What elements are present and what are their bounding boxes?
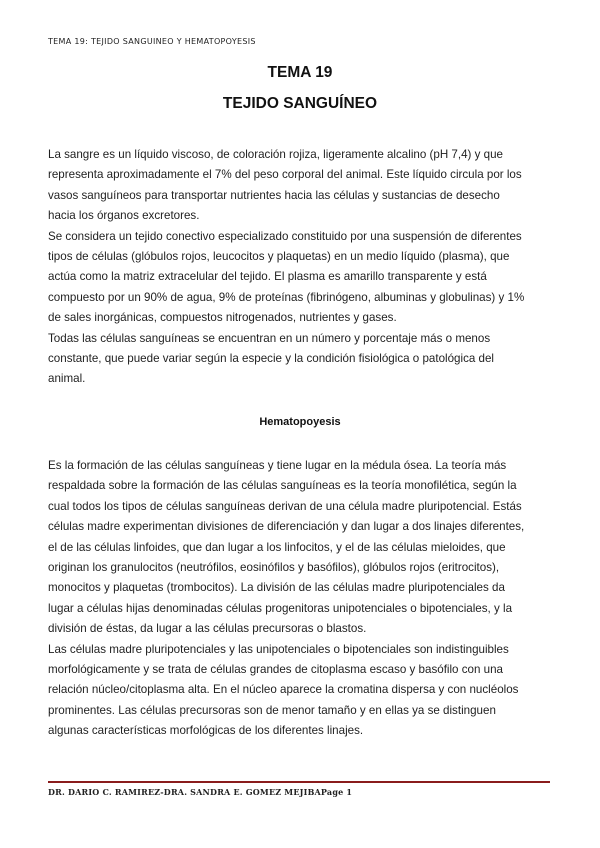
text-line: actúa como la matriz extracelular del tejido. El plasma es amarillo transparente y está (48, 270, 487, 284)
text-line: respaldada sobre la formación de las células sanguíneas es la teoría monofilética, según la (48, 479, 517, 493)
running-header: TEMA 19: TEJIDO SANGUINEO Y HEMATOPOYESIS (48, 37, 256, 46)
text-line: morfológicamente y se trata de células grandes de citoplasma escaso y basófilo con una (48, 663, 503, 677)
text-line: tipos de células (glóbulos rojos, leucocitos y plaquetas) en un medio líquido (plasma), que (48, 250, 510, 264)
page-subtitle: TEJIDO SANGUÍNEO (222, 95, 378, 112)
text-line: Las células madre pluripotenciales y las unipotenciales o bipotenciales son indistinguibles (48, 642, 509, 656)
text-line: vasos sanguíneos para transportar nutrientes hacia las células y sustancias de desecho (48, 188, 500, 202)
intro-paragraphs (48, 145, 558, 390)
text-line: cual todos los tipos de células sanguíneas derivan de una célula madre pluripotencial. Estás (48, 499, 522, 513)
text-line: el de las células linfoides, que dan lugar a los linfocitos, y el de las células mieloides, que (48, 540, 506, 554)
hematopoyesis-paragraphs (48, 456, 558, 742)
text-line: células madre experimentan divisiones de diferenciación y dan lugar a dos linajes diferentes, (48, 520, 525, 534)
text-line: Todas las células sanguíneas se encuentran en un número y porcentaje más o menos (48, 331, 491, 345)
footer-divider (48, 781, 550, 783)
footer-authors-page: DR. DARIO C. RAMIREZ-DRA. SANDRA E. GOMEZ MEJIBAPage 1 (48, 787, 353, 797)
section-heading-hematopoyesis: Hematopoyesis (259, 416, 341, 428)
text-line: prominentes. Las células precursoras son de menor tamaño y en ellas ya se distinguen (48, 703, 496, 717)
text-line: compuesto por un 90% de agua, 9% de proteínas (fibrinógeno, albuminas y globulinas) y 1% (48, 290, 525, 304)
text-line: lugar a células hijas denominadas células progenitoras unipotenciales o bipotenciales, y la (48, 601, 513, 615)
text-line: hacia los órganos excretores. (48, 209, 200, 223)
page-title: TEMA 19 (267, 64, 333, 81)
text-line: división de éstas, da lugar a las células precursoras o blastos. (48, 622, 367, 636)
text-line: algunas características morfológicas de los diferentes linajes. (48, 724, 364, 738)
text-line: La sangre es un líquido viscoso, de coloración rojiza, ligeramente alcalino (pH 7,4) y que (48, 148, 503, 161)
text-line: monocitos y plaquetas (trombocitos). La división de las células madre pluripotenciales da (48, 581, 505, 595)
text-line: relación núcleo/citoplasma alta. En el núcleo aparece la cromatina dispersa y con nucléolos (48, 683, 519, 697)
text-line: de sales inorgánicas, compuestos nitrogenados, nutrientes y gases. (48, 311, 397, 325)
text-line: representa aproximadamente el 7% del peso corporal del animal. Este líquido circula por los (48, 168, 522, 182)
text-line: originan los granulocitos (neutrófilos, eosinófilos y basófilos), glóbulos rojos (eritrocitos), (48, 561, 500, 575)
text-line: Es la formación de las células sanguíneas y tiene lugar en la médula ósea. La teoría más (48, 459, 507, 472)
text-line: Se considera un tejido conectivo especializado constituido por una suspensión de diferentes (48, 229, 522, 243)
text-line: animal. (48, 372, 86, 386)
text-line: constante, que puede variar según la especie y la condición fisiológica o patológica del (48, 352, 495, 366)
